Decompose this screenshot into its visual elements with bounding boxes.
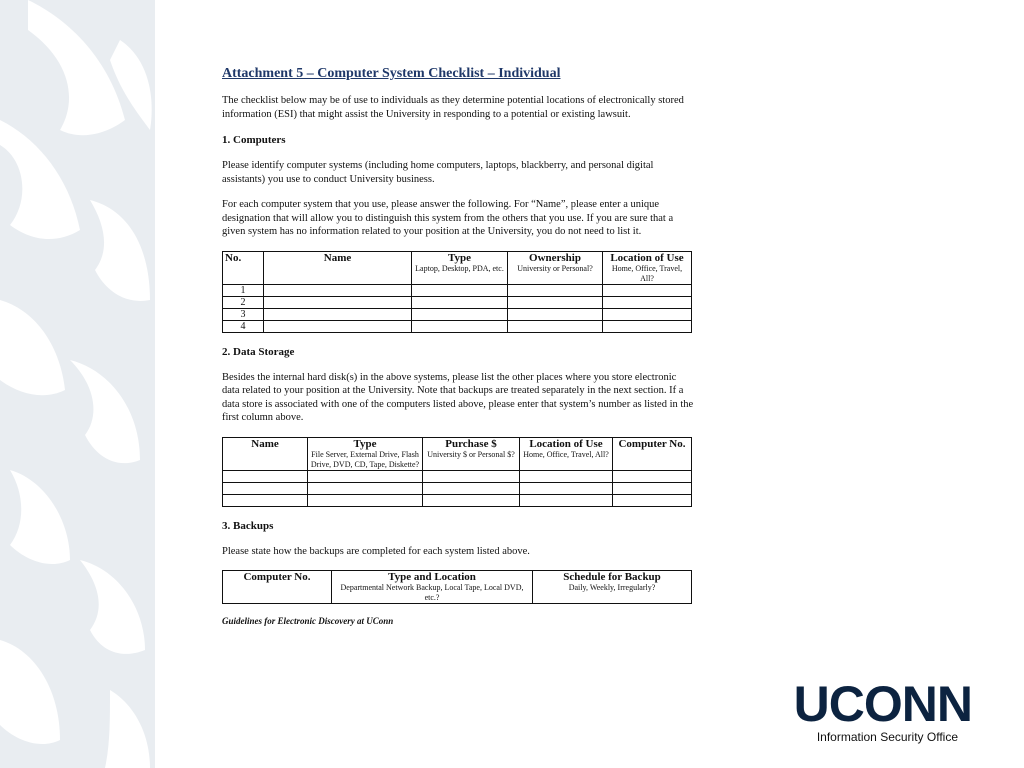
intro-paragraph: The checklist below may be of use to individuals as they determine potential locations of electronically stored information (ESI) that might assist the University in responding to a potential or existing lawsuit. xyxy=(222,95,684,120)
column-header: Purchase $ University $ or Personal $? xyxy=(423,437,520,470)
column-header: Location of Use Home, Office, Travel, All? xyxy=(520,437,613,470)
column-header: Ownership University or Personal? xyxy=(508,251,603,284)
column-header: Schedule for Backup Daily, Weekly, Irregularly? xyxy=(533,571,692,604)
column-header: Location of Use Home, Office, Travel, All? xyxy=(603,251,692,284)
data-storage-table xyxy=(222,437,692,507)
computers-paragraph-2: For each computer system that you use, please answer the following. For “Name”, please enter a unique designation that will allow you to distinguish this system from the others that you use. If you are sure that a given system has no information related to your position at the University, you do not need to list it. xyxy=(222,199,674,237)
computers-paragraph-1: Please identify computer systems (including home computers, laptops, blackberry, and personal digital assistants) you use to conduct University business. xyxy=(222,160,654,185)
checklist-document xyxy=(222,66,694,626)
column-header: Type File Server, External Drive, Flash Drive, DVD, CD, Tape, Diskette? xyxy=(308,437,423,470)
table-row: 2 xyxy=(223,296,692,308)
section-backups-heading: 3. Backups xyxy=(222,519,274,532)
document-footer: Guidelines for Electronic Discovery at UConn xyxy=(222,616,394,626)
computers-table xyxy=(222,251,692,333)
table-row: 1 xyxy=(223,284,692,296)
column-header: No. xyxy=(223,251,264,284)
oak-leaf-pattern-icon xyxy=(0,0,155,768)
office-name: Information Security Office xyxy=(816,730,958,744)
table-row: 4 xyxy=(223,320,692,332)
table-row: 3 xyxy=(223,308,692,320)
section-data-storage-heading: 2. Data Storage xyxy=(222,345,295,358)
column-header: Name xyxy=(223,437,308,470)
table-row xyxy=(223,494,692,506)
backups-paragraph: Please state how the backups are completed for each system listed above. xyxy=(222,545,530,557)
column-header: Name xyxy=(264,251,412,284)
column-header: Type and Location Departmental Network Backup, Local Tape, Local DVD, etc.? xyxy=(332,571,533,604)
decorative-sidebar xyxy=(0,0,155,768)
uconn-logo: UCONN xyxy=(793,676,972,732)
data-storage-paragraph: Besides the internal hard disk(s) in the above systems, please list the other places where you store electronic data related to your position at the University. Note that backups are treated separately in the next section. If a data store is associated with one of the computers listed above, please enter that system’s number as listed in the first column above. xyxy=(222,371,694,423)
document-title: Attachment 5 – Computer System Checklist – Individual xyxy=(222,66,561,81)
table-row xyxy=(223,482,692,494)
table-row xyxy=(223,470,692,482)
uconn-brand xyxy=(772,676,972,744)
column-header: Computer No. xyxy=(223,571,332,604)
column-header: Computer No. xyxy=(613,437,692,470)
backups-table xyxy=(222,570,692,604)
column-header: Type Laptop, Desktop, PDA, etc. xyxy=(412,251,508,284)
section-computers-heading: 1. Computers xyxy=(222,134,286,146)
